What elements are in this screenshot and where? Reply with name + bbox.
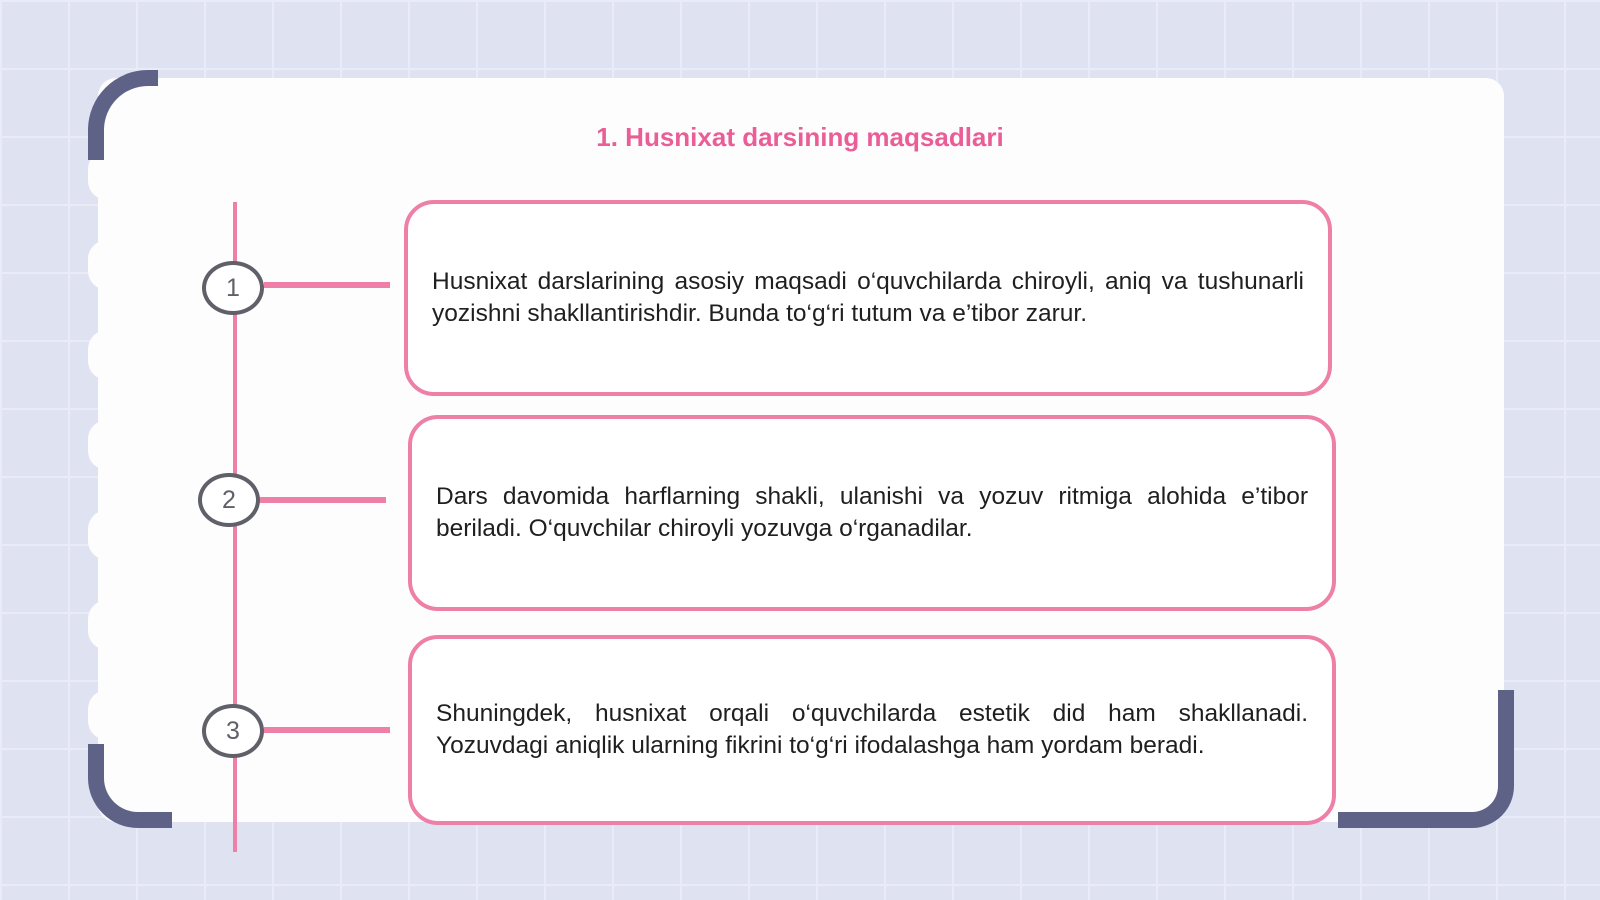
notebook-tab (88, 600, 126, 650)
goal-card-3 (408, 635, 1336, 825)
goal-text-1: Husnixat darslarining asosiy maqsadi o‘quvchilarda chiroyli, aniq va tushunarli yozishni shakllantirishdir. Bunda to‘g‘ri tutum va e’tibor zarur. (432, 268, 1304, 327)
timeline-connector-1 (264, 282, 390, 288)
notebook-tab (88, 690, 126, 740)
step-number-2: 2 (198, 473, 260, 527)
goal-card-2 (408, 415, 1336, 611)
notebook-tab (88, 420, 126, 470)
slide-title: 1. Husnixat darsining maqsadlari (596, 122, 1004, 152)
step-number-1: 1 (202, 261, 264, 315)
notebook-tab (88, 240, 126, 290)
corner-bracket-bottom-right (1338, 690, 1514, 828)
step-number-3: 3 (202, 704, 264, 758)
notebook-tab (88, 510, 126, 560)
goal-text-2: Dars davomida harflarning shakli, ulanishi va yozuv ritmiga alohida e’tibor beriladi. O‘quvchilar chiroyli yozuvga o‘rganadilar. (436, 483, 1308, 542)
timeline-connector-3 (264, 727, 390, 733)
goal-text-3: Shuningdek, husnixat orqali o‘quvchilarda estetik did ham shakllanadi. Yozuvdagi aniqlik ularning fikrini to‘g‘ri ifodalashga ham yordam beradi. (436, 700, 1308, 759)
notebook-tab (88, 330, 126, 380)
goal-card-1 (404, 200, 1332, 396)
timeline-connector-2 (260, 497, 386, 503)
corner-bracket-bottom-left (88, 744, 172, 828)
